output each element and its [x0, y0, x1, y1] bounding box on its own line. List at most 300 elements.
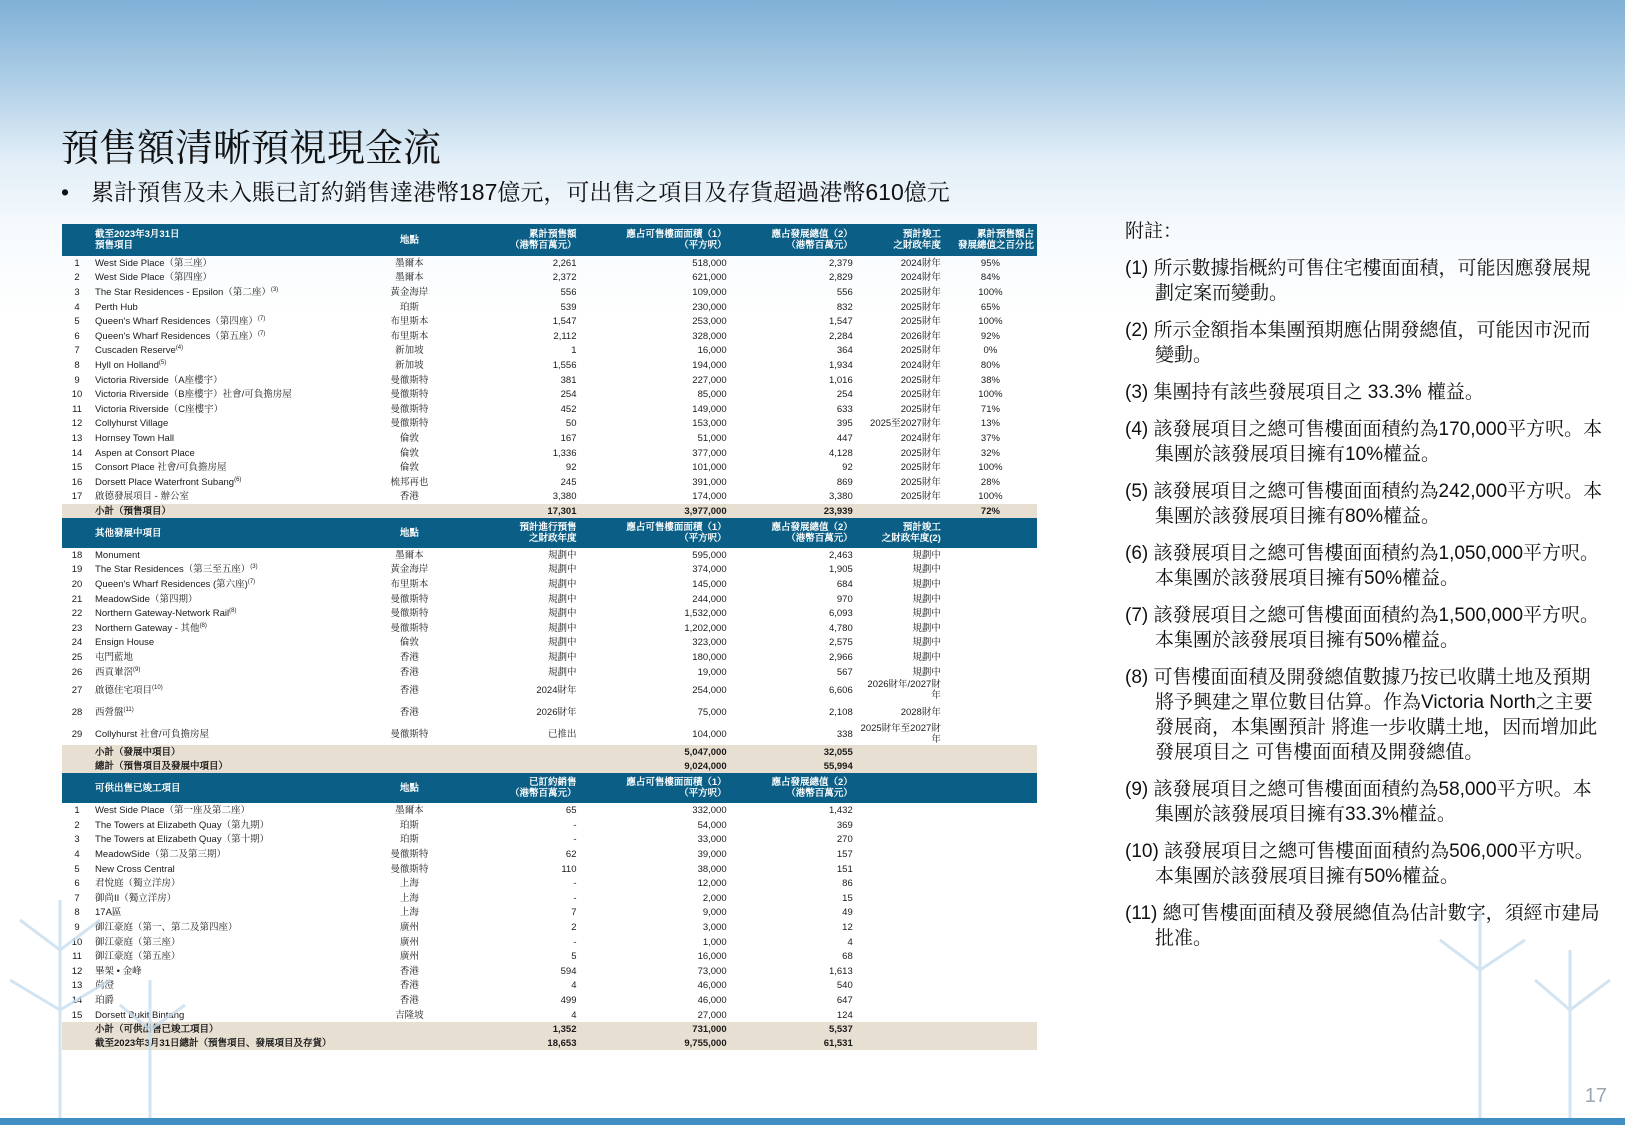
- contracted-value: -: [573, 834, 577, 846]
- blank: [944, 818, 1037, 833]
- footnote-ref: (9): [133, 666, 141, 673]
- completion-year: 2025財年: [900, 374, 941, 386]
- location: 曼徹斯特: [390, 418, 429, 430]
- completion-year: 2025財年: [900, 286, 941, 298]
- header-gdv: [730, 518, 856, 548]
- percent-value: 32%: [980, 447, 1000, 459]
- project-name: 御尚II（獨立洋房）: [95, 892, 177, 904]
- percent-value: 37%: [980, 432, 1000, 444]
- gfa-value: 1,000: [702, 936, 727, 948]
- header-gdv-line2: （港幣百萬元）: [786, 240, 853, 251]
- footnote-ref: (8): [199, 622, 207, 629]
- header-gfa: [579, 518, 729, 548]
- note-item: (10) 該發展項目之總可售樓面面積約為506,000平方呎。本集團於該發展項目擁有50%權益。: [1125, 841, 1594, 887]
- project-name: [92, 314, 364, 329]
- project-name: MeadowSide（第二及第三期）: [95, 849, 226, 861]
- blank: [944, 964, 1037, 979]
- table-row: [62, 665, 1037, 680]
- blank: [856, 876, 944, 891]
- project-name: 尚澄: [95, 980, 115, 992]
- gfa-value: 254,000: [692, 684, 727, 696]
- gdv-value: 369: [836, 819, 853, 831]
- gdv-value: 1,547: [828, 316, 853, 328]
- header-project-line1: 截至2023年3月31日: [95, 229, 180, 240]
- presales-value: 50: [565, 418, 577, 430]
- blank: [856, 920, 944, 935]
- note-item: (3) 集團持有該些發展項目之 33.3% 權益。: [1125, 382, 1484, 403]
- gfa-value: 54,000: [697, 819, 727, 831]
- gfa-value: 2,000: [702, 892, 727, 904]
- gfa-value: 377,000: [692, 447, 727, 459]
- completion-year: 2024財年: [900, 272, 941, 284]
- gdv-value: 1,613: [828, 965, 853, 977]
- row-number: 5: [74, 863, 80, 875]
- project-name-text: Victoria Riverside（A座樓宇）: [95, 374, 223, 386]
- percent-value: 0%: [983, 345, 998, 357]
- blank: [944, 636, 1037, 651]
- contracted-value: -: [573, 819, 577, 831]
- blank: [944, 935, 1037, 950]
- blank: [944, 979, 1037, 994]
- presales-value: 3,380: [552, 491, 577, 503]
- location: 墨爾本: [395, 257, 424, 269]
- header-gdv-line2: （港幣百萬元）: [786, 788, 853, 800]
- location: 梳邦再也: [390, 476, 429, 488]
- snowflake-decoration-left: [0, 860, 220, 1118]
- bottom-bar: [0, 1118, 1625, 1125]
- project-name-text: Hornsey Town Hall: [95, 432, 175, 444]
- gdv-value: 15: [842, 892, 853, 904]
- note-item: (8) 可售樓面面積及開發總值數據乃按已收購土地及預期將予興建之單位數目估算。作為Victoria North之主要發展商，本集團預計 將進一步收購土地，因而增加此發展項目之 可售樓面面積及開發總值。: [1125, 667, 1598, 763]
- project-name-text: Collyhurst Village: [95, 418, 169, 430]
- blank: [944, 577, 1037, 592]
- header-project: 其他發展中項目: [92, 518, 364, 548]
- gdv-value: 12: [842, 921, 853, 933]
- table-row: [62, 701, 1037, 723]
- gfa-value: 174,000: [692, 491, 727, 503]
- percent-value: 38%: [980, 374, 1000, 386]
- blank: [856, 504, 944, 518]
- presale-year: 規劃中: [547, 637, 577, 649]
- note-item: (11) 總可售樓面面積及發展總值為估計數字，須經市建局批准。: [1125, 903, 1600, 949]
- location: 香港: [399, 994, 419, 1006]
- presale-year: 2024財年: [536, 684, 577, 696]
- table-row: [62, 679, 1037, 701]
- blank: [856, 833, 944, 848]
- total-gfa: 9,755,000: [579, 1036, 729, 1050]
- project-name-text: West Side Place（第三座）: [95, 257, 213, 269]
- project-name-text: The Star Residences（第三至五座）: [95, 564, 251, 576]
- location: 香港: [399, 706, 419, 718]
- project-name-text: Dorsett Place Waterfront Subang: [95, 476, 235, 488]
- project-name: The Towers at Elizabeth Quay（第十期）: [95, 834, 270, 846]
- table-row: [62, 314, 1037, 329]
- subtotal-gdv: 23,939: [730, 504, 856, 518]
- footnote-ref: (5): [158, 359, 167, 366]
- project-name: [92, 402, 364, 417]
- gfa-value: 19,000: [697, 666, 727, 678]
- row-number: 6: [74, 330, 80, 342]
- gfa-value: 153,000: [692, 418, 727, 430]
- presales-value: 2,372: [552, 272, 577, 284]
- total-gfa: 9,024,000: [579, 759, 729, 773]
- project-name: 畢架 • 金峰: [95, 965, 142, 977]
- table-row: [62, 723, 1037, 745]
- note-item: (2) 所示金額指本集團預期應佔開發總值，可能因市況而變動。: [1125, 320, 1591, 366]
- header-blank: [944, 773, 1037, 803]
- location: 珀斯: [399, 301, 419, 313]
- location: 倫敦: [399, 462, 419, 474]
- gfa-value: 51,000: [697, 432, 727, 444]
- completion-year: 2026財年/2027財年: [867, 679, 941, 702]
- location: 曼徹斯特: [390, 728, 429, 740]
- location: 新加坡: [395, 345, 424, 357]
- blank: [856, 949, 944, 964]
- gfa-value: 85,000: [697, 389, 727, 401]
- gdv-value: 2,463: [828, 549, 853, 561]
- project-name: [92, 475, 364, 490]
- gfa-value: 391,000: [692, 476, 727, 488]
- header-presale-year-line1: 預計進行預售: [519, 522, 577, 534]
- row-number: 14: [71, 447, 83, 459]
- note-item: (5) 該發展項目之總可售樓面面積約為242,000平方呎。本集團於該發展項目擁有80%權益。: [1125, 481, 1603, 527]
- contracted-value: 4: [571, 980, 577, 992]
- project-name: 君悅庭（獨立洋房）: [95, 878, 181, 890]
- header-gfa-line2: （平方呎）: [679, 533, 727, 545]
- blank: [944, 1022, 1037, 1036]
- presales-value: 1: [571, 345, 577, 357]
- presale-year: 2026財年: [536, 706, 577, 718]
- blank: [944, 803, 1037, 818]
- location: 墨爾本: [395, 805, 424, 817]
- footnote-ref: (6): [234, 476, 242, 483]
- contracted-value: 7: [571, 907, 577, 919]
- header-blank: [62, 518, 92, 548]
- total-label: 總計（預售項目及發展中項目）: [92, 759, 364, 773]
- project-name: [92, 606, 364, 621]
- project-name-text: West Side Place（第四座）: [95, 272, 213, 284]
- row-number: 24: [71, 637, 83, 649]
- project-name: [92, 285, 364, 300]
- location: 上海: [399, 878, 419, 890]
- presale-year: 規劃中: [547, 622, 577, 634]
- blank: [944, 906, 1037, 921]
- header-gfa-line1: 應占可售樓面面積（1）: [626, 229, 727, 240]
- subtotal-contracted: 1,352: [454, 1022, 579, 1036]
- presale-year: 規劃中: [547, 652, 577, 664]
- blank: [944, 1008, 1037, 1023]
- table2-header: [62, 518, 1037, 548]
- table-row: [62, 803, 1037, 818]
- gdv-value: 4,128: [828, 447, 853, 459]
- table-row: [62, 373, 1037, 388]
- header-project-line2: 預售項目: [95, 240, 134, 251]
- row-number: 26: [71, 666, 83, 678]
- blank: [454, 745, 579, 759]
- completion-year: 2025財年: [900, 389, 941, 401]
- presale-year: 規劃中: [547, 549, 577, 561]
- project-name: West Side Place（第一座及第二座）: [95, 805, 251, 817]
- contracted-value: -: [573, 892, 577, 904]
- subtotal-label: 小計（預售項目）: [92, 504, 364, 518]
- gdv-value: 1,432: [828, 805, 853, 817]
- table-row: [62, 475, 1037, 490]
- project-name: [92, 344, 364, 359]
- row-number: 12: [71, 418, 83, 430]
- blank: [944, 723, 1037, 745]
- gfa-value: 230,000: [692, 301, 727, 313]
- location: 香港: [399, 965, 419, 977]
- blank: [944, 548, 1037, 563]
- note-item: (1) 所示數據指概約可售住宅樓面面積，可能因應發展規劃定案而變動。: [1125, 258, 1591, 304]
- location: 布里斯本: [390, 579, 429, 591]
- gfa-value: 3,000: [702, 921, 727, 933]
- row-number: 1: [74, 257, 80, 269]
- project-name-text: 西貢輋滘: [95, 666, 134, 678]
- row-number: 4: [74, 849, 80, 861]
- blank: [944, 949, 1037, 964]
- gfa-value: 39,000: [697, 849, 727, 861]
- header-gfa-line1: 應占可售樓面面積（1）: [626, 777, 727, 789]
- completion-year: 2025財年: [900, 316, 941, 328]
- blank: [62, 745, 92, 759]
- gfa-value: 621,000: [692, 272, 727, 284]
- header-percent-line2: 發展總值之百分比: [957, 240, 1034, 251]
- presales-value: 92: [565, 462, 577, 474]
- row-number: 10: [71, 936, 83, 948]
- completion-year: 規劃中: [912, 549, 941, 561]
- table-row: [62, 577, 1037, 592]
- completion-year: 規劃中: [912, 579, 941, 591]
- project-name-text: Queen's Wharf Residences（第五座）: [95, 330, 258, 342]
- project-name: [92, 256, 364, 271]
- location: 布里斯本: [390, 316, 429, 328]
- total-gdv: 61,531: [730, 1036, 856, 1050]
- header-gdv-line1: 應占發展總值（2）: [771, 522, 853, 534]
- gfa-value: 595,000: [692, 549, 727, 561]
- note-item: (9) 該發展項目之總可售樓面面積約為58,000平方呎。本集團於該發展項目擁有33.3%權益。: [1125, 779, 1592, 825]
- gdv-value: 2,379: [828, 257, 853, 269]
- percent-value: 71%: [980, 403, 1000, 415]
- blank: [856, 964, 944, 979]
- header-gfa-line2: （平方呎）: [679, 240, 727, 251]
- header-blank: [944, 518, 1037, 548]
- project-name-text: 西營盤: [95, 706, 124, 718]
- project-name: 珀爵: [95, 994, 115, 1006]
- location: 曼徹斯特: [390, 608, 429, 620]
- header-gdv-line1: 應占發展總值（2）: [771, 777, 853, 789]
- header-blank: [62, 224, 92, 256]
- header-gdv-line2: （港幣百萬元）: [786, 533, 853, 545]
- row-number: 23: [71, 622, 83, 634]
- footnote-ref: (8): [229, 608, 237, 615]
- blank: [856, 1022, 944, 1036]
- blank: [856, 993, 944, 1008]
- header-presales: [454, 224, 579, 256]
- gdv-value: 6,093: [828, 608, 853, 620]
- header-gfa: [579, 773, 729, 803]
- project-name: [92, 636, 364, 651]
- blank: [944, 679, 1037, 701]
- project-name-text: Victoria Riverside（C座樓宇）: [95, 403, 224, 415]
- gfa-value: 332,000: [692, 805, 727, 817]
- completion-year: 2025財年: [900, 491, 941, 503]
- project-name-text: Collyhurst 社會/可負擔房屋: [95, 728, 210, 740]
- presale-year: 規劃中: [547, 593, 577, 605]
- project-name: [92, 417, 364, 432]
- location: 倫敦: [399, 637, 419, 649]
- project-name-text: Victoria Riverside（B座樓宇）社會/可負擔房屋: [95, 389, 292, 401]
- blank: [856, 862, 944, 877]
- blank: [856, 906, 944, 921]
- location: 黃金海岸: [390, 286, 429, 298]
- blank: [944, 606, 1037, 621]
- header-completion-line2: 之財政年度(2): [881, 533, 941, 545]
- row-number: 11: [72, 403, 82, 415]
- location: 吉隆坡: [395, 1009, 424, 1021]
- percent-value: 100%: [978, 316, 1003, 328]
- gdv-value: 4,780: [828, 622, 853, 634]
- header-location: 地點: [364, 518, 454, 548]
- table-row: [62, 271, 1037, 286]
- blank: [944, 833, 1037, 848]
- row-number: 4: [74, 301, 80, 313]
- location: 墨爾本: [395, 549, 424, 561]
- location: 香港: [399, 666, 419, 678]
- percent-value: 95%: [980, 257, 1000, 269]
- project-name: 御江豪庭（第一、第二及第四座）: [95, 921, 238, 933]
- project-name-text: Perth Hub: [95, 301, 138, 313]
- row-number: 14: [71, 994, 83, 1006]
- row-number: 13: [71, 432, 83, 444]
- subtotal-gfa: 5,047,000: [579, 745, 729, 759]
- table1-header: [62, 224, 1037, 256]
- header-completion: [856, 224, 944, 256]
- subtitle-bullet: [61, 174, 950, 207]
- blank: [856, 1008, 944, 1023]
- subtotal-gdv: 5,537: [730, 1022, 856, 1036]
- header-completion-line1: 預計竣工: [902, 229, 941, 240]
- project-name: [92, 723, 364, 745]
- presales-value: 381: [560, 374, 577, 386]
- blank: [944, 759, 1037, 773]
- project-name: [92, 460, 364, 475]
- notes-title: 附註：: [1125, 221, 1183, 242]
- project-name: [92, 431, 364, 446]
- gdv-value: 556: [836, 286, 853, 298]
- header-gdv: [730, 224, 856, 256]
- table-row: [62, 431, 1037, 446]
- footnote-ref: (11): [123, 706, 134, 713]
- project-name: [92, 358, 364, 373]
- gfa-value: 374,000: [692, 564, 727, 576]
- blank: [944, 650, 1037, 665]
- presales-value: 2,112: [553, 330, 577, 342]
- gdv-value: 633: [836, 403, 853, 415]
- gfa-value: 1,202,000: [684, 622, 727, 634]
- table-row: [62, 256, 1037, 271]
- location: 曼徹斯特: [390, 863, 429, 875]
- table-row: [62, 833, 1037, 848]
- presale-year: 規劃中: [547, 666, 577, 678]
- presales-value: 1,547: [552, 316, 577, 328]
- header-percent-line1: 累計預售額占: [976, 229, 1034, 240]
- page-number: 17: [1584, 1085, 1607, 1107]
- presales-value: 167: [560, 432, 577, 444]
- gdv-value: 124: [836, 1009, 853, 1021]
- gfa-value: 46,000: [697, 980, 727, 992]
- table-row: [62, 460, 1037, 475]
- header-location: 地點: [364, 773, 454, 803]
- bullet: •: [61, 179, 70, 205]
- row-number: 18: [71, 549, 83, 561]
- location: 曼徹斯特: [390, 849, 429, 861]
- footnote-ref: (7): [257, 330, 266, 337]
- project-name-text: Monument: [95, 549, 140, 561]
- completion-year: 2024財年: [900, 432, 941, 444]
- contracted-value: 62: [565, 849, 577, 861]
- row-number: 17: [71, 491, 83, 503]
- project-name-text: 屯門藍地: [95, 652, 134, 664]
- table-row: [62, 650, 1037, 665]
- blank: [944, 665, 1037, 680]
- header-gfa-line1: 應占可售樓面面積（1）: [626, 522, 727, 534]
- gdv-value: 395: [836, 418, 853, 430]
- project-name: [92, 650, 364, 665]
- project-name: [92, 387, 364, 402]
- blank: [944, 1036, 1037, 1050]
- gfa-value: 194,000: [692, 359, 727, 371]
- header-contracted: [454, 773, 579, 803]
- gdv-value: 567: [836, 666, 853, 678]
- gdv-value: 92: [842, 462, 853, 474]
- contracted-value: 499: [560, 994, 577, 1006]
- completion-year: 2028財年: [900, 706, 941, 718]
- gdv-value: 6,606: [828, 684, 853, 696]
- percent-value: 100%: [978, 286, 1003, 298]
- page-title: 預售額清晰預視現金流: [61, 128, 442, 170]
- row-number: 7: [74, 892, 80, 904]
- row-number: 28: [71, 706, 83, 718]
- location: 黃金海岸: [390, 564, 429, 576]
- row-number: 11: [72, 951, 82, 963]
- project-name-text: Northern Gateway - 其他: [95, 622, 200, 634]
- blank: [944, 592, 1037, 607]
- note-item: (7) 該發展項目之總可售樓面面積約為1,500,000平方呎。本集團於該發展項目擁有50%權益。: [1125, 605, 1600, 651]
- blank: [944, 993, 1037, 1008]
- percent-value: 92%: [980, 330, 1000, 342]
- gfa-value: 38,000: [697, 863, 727, 875]
- subtotal-label: 小計（發展中項目）: [92, 745, 364, 759]
- gdv-value: 4: [847, 936, 853, 948]
- table-row: [62, 344, 1037, 359]
- project-name: [92, 621, 364, 636]
- footnote-ref: (10): [152, 684, 163, 691]
- gdv-value: 647: [836, 994, 853, 1006]
- presales-value: 539: [560, 301, 577, 313]
- blank: [944, 621, 1037, 636]
- table-row: [62, 621, 1037, 636]
- contracted-value: 594: [560, 965, 577, 977]
- blank: [364, 745, 454, 759]
- project-name: 御江豪庭（第五座）: [95, 951, 181, 963]
- row-number: 6: [74, 878, 80, 890]
- gdv-value: 49: [842, 907, 853, 919]
- contracted-value: 110: [561, 863, 577, 875]
- table-row: [62, 636, 1037, 651]
- gdv-value: 2,829: [828, 272, 853, 284]
- blank: [856, 1036, 944, 1050]
